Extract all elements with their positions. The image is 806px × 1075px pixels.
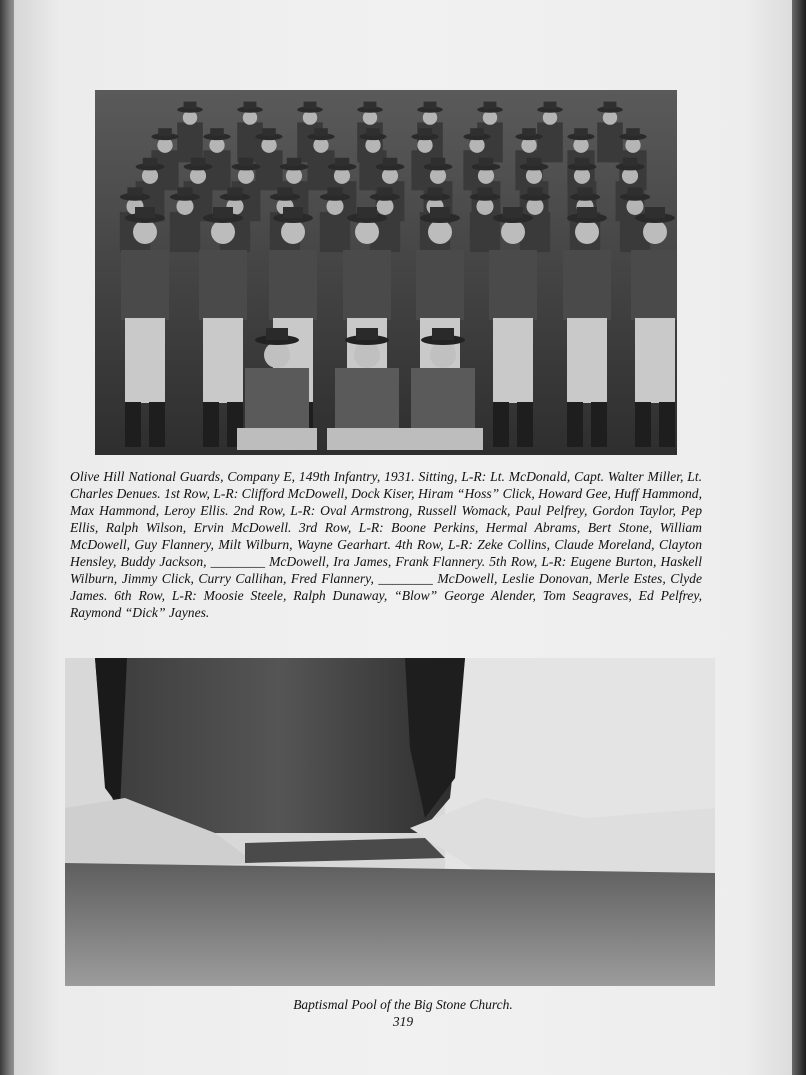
page-shadow-edge [792, 0, 806, 1075]
pool-photo-caption: Baptismal Pool of the Big Stone Church. [293, 997, 513, 1012]
group-photo-caption: Olive Hill National Guards, Company E, 149th Infantry, 1931. Sitting, L-R: Lt. McDonald, Capt. Walter Miller, Lt. Charles Denues. 1st Row, L-R: Clifford McDowell, Dock Kiser, Hiram “Hoss” Click, Howard Gee, Huff Hammond, Max Hammond, Leroy Ellis. 2nd Row, L-R: Oval Armstrong, Russell Womack, Paul Pelfrey, Gordon Taylor, Pep Ellis, Ralph Wilson, Ervin McDowell. 3rd Row, L-R: Boone Perkins, Hermal Abrams, Bert Stone, William McDowell, Guy Flannery, Milt Wilburn, Wayne Gearhart. 4th Row, L-R: Zeke Collins, Claude Moreland, Clayton Hensley, Buddy Jackson, ________ McDowell, Ira James, Frank Flannery. 5th Row, L-R: Eugene Burton, Haskell Wilburn, Jimmy Click, Curry Callihan, Fred Flannery, ________ McDowell, Leslie Donovan, Merle Estes, Clyde James. 6th Row, L-R: Moosie Steele, Ralph Dunaway, “Blow” George Alender, Tom Seagraves, Ed Pelfrey, Raymond “Dick” Jaynes. [70, 469, 702, 620]
national-guard-group-photo [95, 90, 677, 455]
page-number: 319 [392, 1014, 414, 1029]
baptismal-pool-photo [65, 658, 715, 986]
